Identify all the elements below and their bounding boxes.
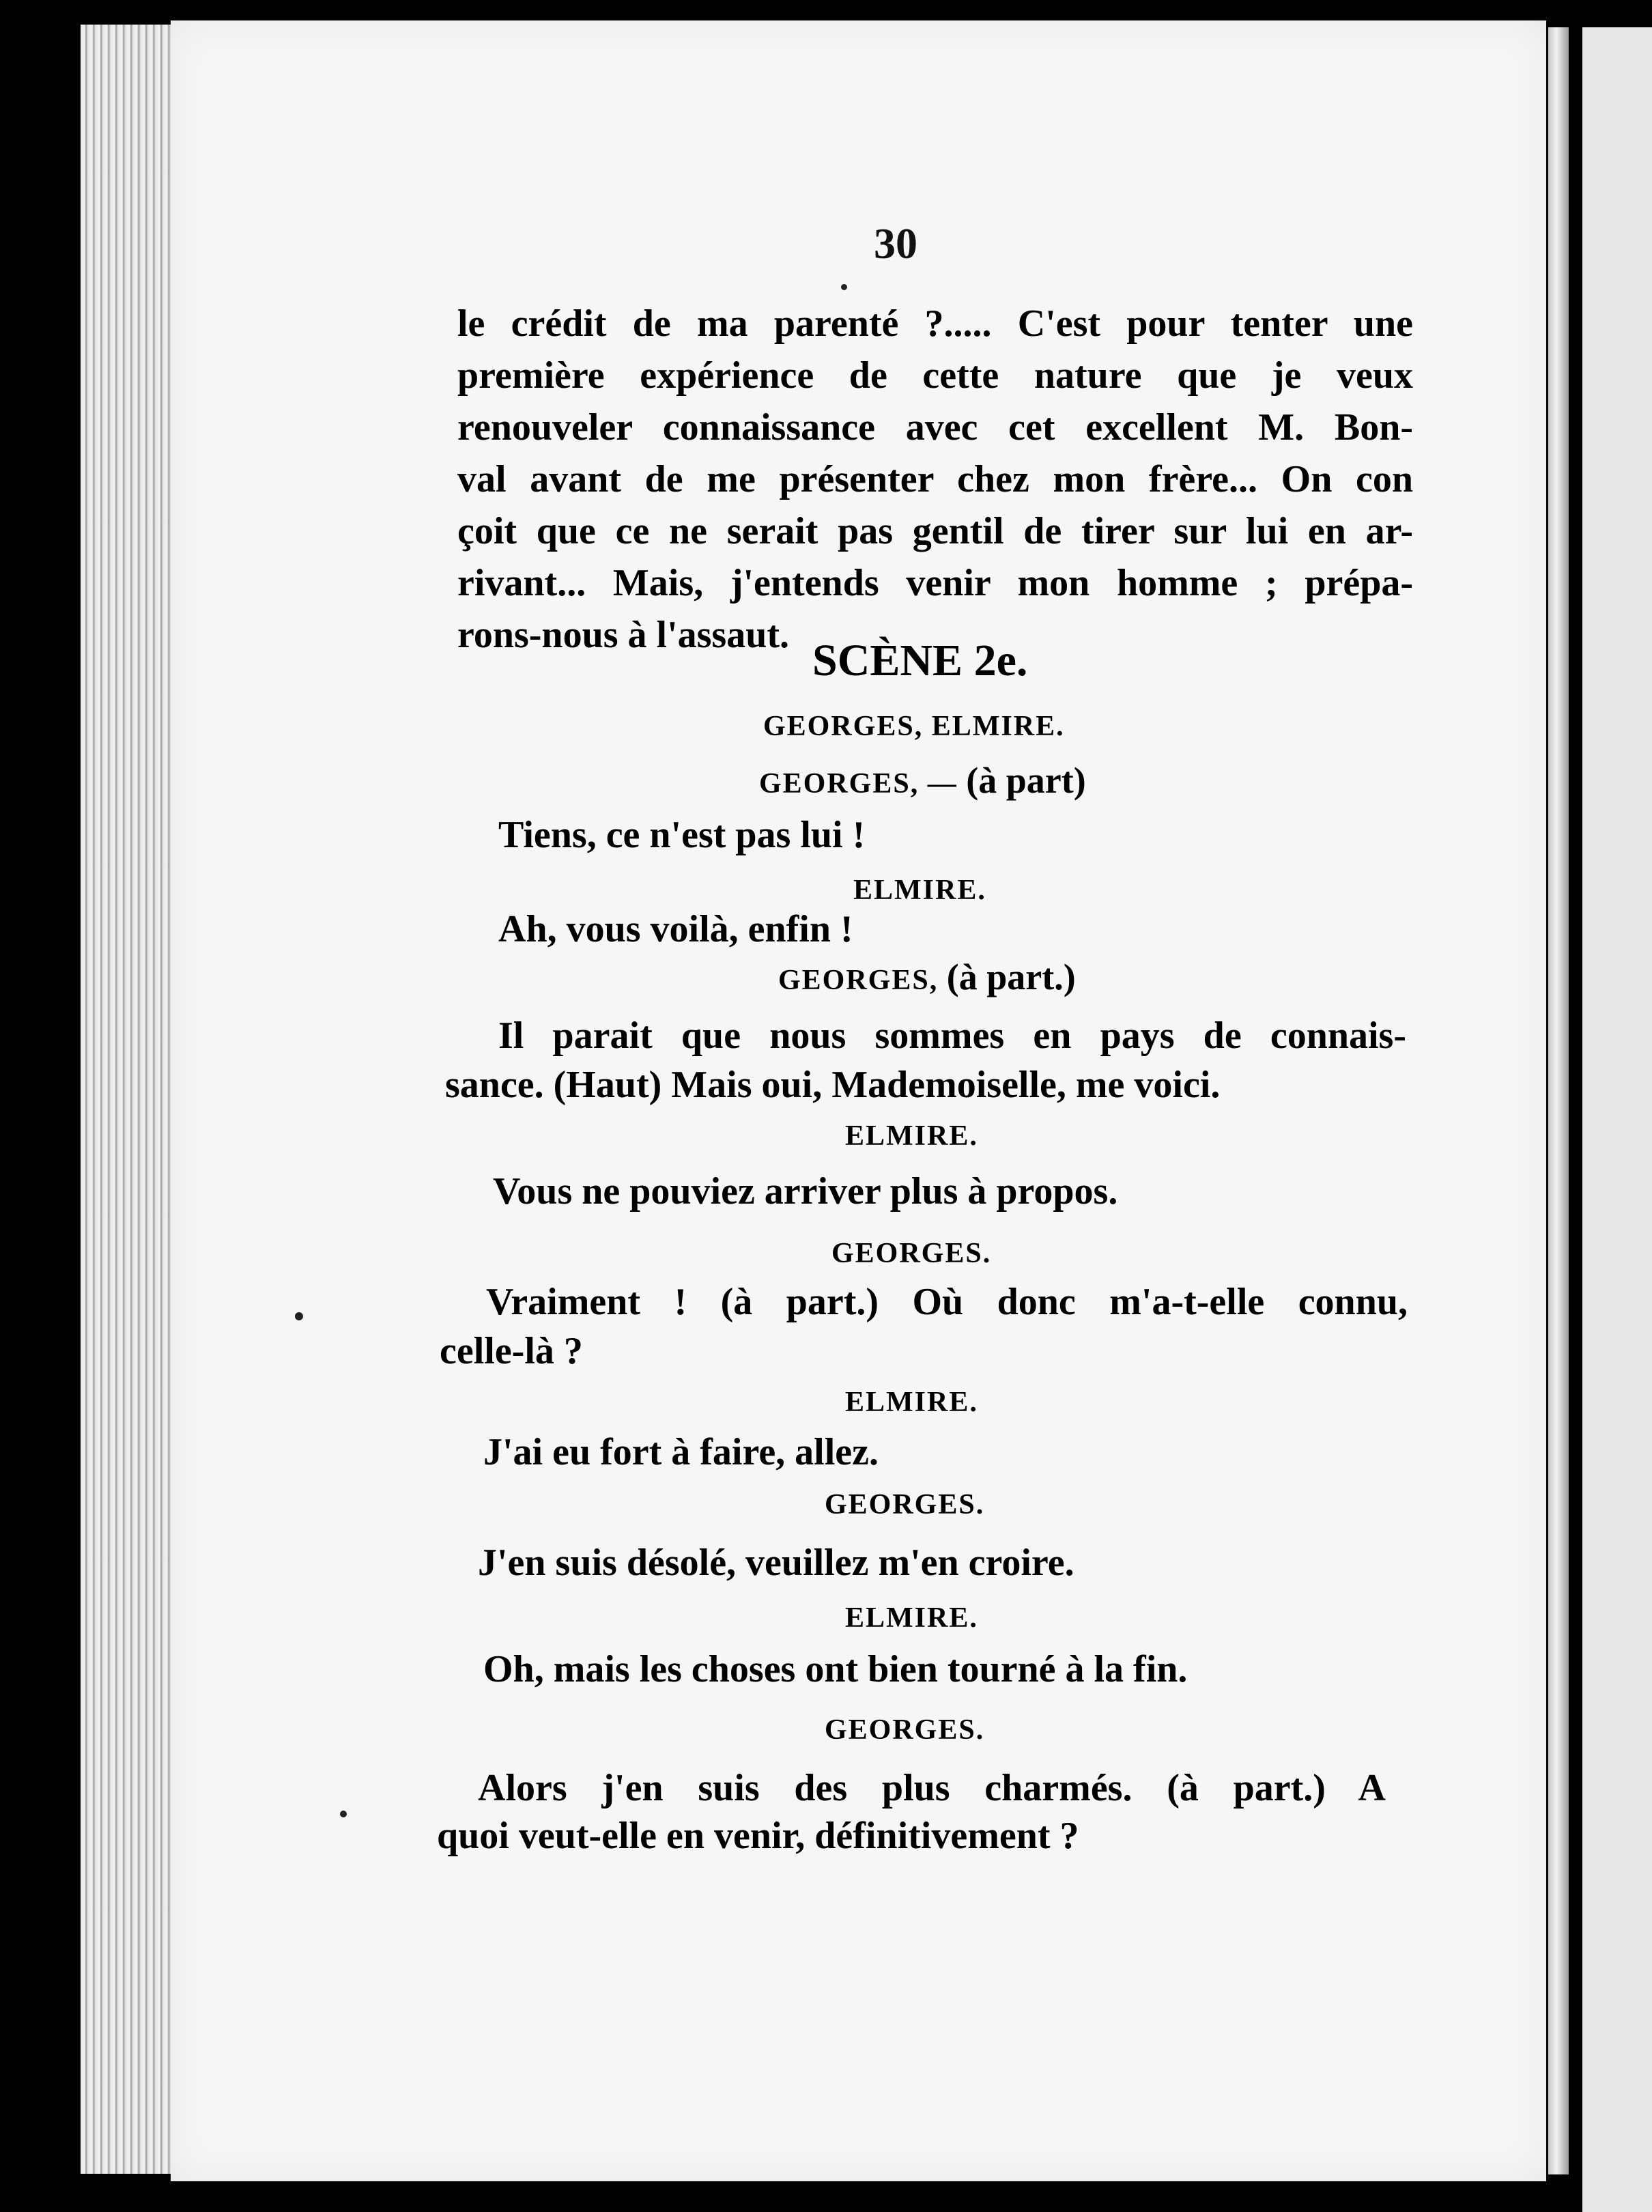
- speaker-name: GEORGES,: [778, 965, 939, 996]
- paragraph-line: rons-nous à l'assaut.: [457, 614, 790, 656]
- scene-characters: GEORGES, ELMIRE.: [763, 711, 1065, 742]
- stage-direction: (à part.): [946, 956, 1076, 997]
- speaker-name: GEORGES.: [825, 1714, 985, 1746]
- ink-speck: [295, 1312, 303, 1320]
- paragraph-line: renouveler connaissance avec cet excellent M. Bon-: [457, 406, 1413, 449]
- paragraph-line: çoit que ce ne serait pas gentil de tirer sur lui en ar-: [457, 510, 1413, 552]
- speech-line: Vraiment ! (à part.) Où donc m'a-t-elle connu,: [486, 1281, 1408, 1323]
- speech-line: Oh, mais les choses ont bien tourné à la fin.: [483, 1648, 1188, 1690]
- speaker-name: GEORGES.: [831, 1238, 992, 1269]
- ink-speck: [841, 284, 847, 290]
- adjacent-page: [1582, 27, 1652, 2212]
- page-fold: [1548, 27, 1569, 2174]
- speech-line: Alors j'en suis des plus charmés. (à part.) A: [478, 1767, 1386, 1809]
- paragraph-line: val avant de me présenter chez mon frère... On con: [457, 458, 1413, 500]
- speaker-name: GEORGES, —: [759, 768, 958, 799]
- speaker-name: ELMIRE.: [853, 875, 986, 906]
- paragraph-line: rivant... Mais, j'entends venir mon homme ; prépa-: [457, 562, 1413, 604]
- speaker-name: GEORGES.: [825, 1489, 985, 1520]
- speaker-name: ELMIRE.: [845, 1602, 978, 1634]
- stage-direction: (à part): [966, 760, 1086, 801]
- speech-line: Tiens, ce n'est pas lui !: [498, 814, 866, 856]
- speech-line: celle-là ?: [440, 1330, 583, 1372]
- speech-line: Il parait que nous sommes en pays de connais-: [498, 1015, 1406, 1057]
- page-number: 30: [874, 219, 917, 268]
- speech-line: Vous ne pouviez arriver plus à propos.: [493, 1170, 1118, 1213]
- scene-title: SCÈNE 2e.: [812, 636, 1028, 685]
- speaker-label: [759, 759, 1086, 802]
- opening-paragraph: [457, 298, 1413, 661]
- speech-line: Ah, vous voilà, enfin !: [498, 908, 853, 950]
- paragraph-line: le crédit de ma parenté ?..... C'est pour tenter une: [457, 302, 1413, 345]
- paragraph-line: première expérience de cette nature que je veux: [457, 354, 1413, 397]
- speech-line: sance. (Haut) Mais oui, Mademoiselle, me voici.: [445, 1064, 1221, 1106]
- speech-line: quoi veut-elle en venir, définitivement ?: [437, 1815, 1079, 1857]
- page-edges: [81, 25, 183, 2174]
- speaker-name: ELMIRE.: [845, 1387, 978, 1418]
- speaker-label: [778, 956, 1076, 998]
- speech-line: J'en suis désolé, veuillez m'en croire.: [478, 1542, 1074, 1584]
- speaker-name: ELMIRE.: [845, 1120, 978, 1152]
- speech-line: J'ai eu fort à faire, allez.: [483, 1431, 879, 1473]
- ink-speck: [340, 1811, 347, 1817]
